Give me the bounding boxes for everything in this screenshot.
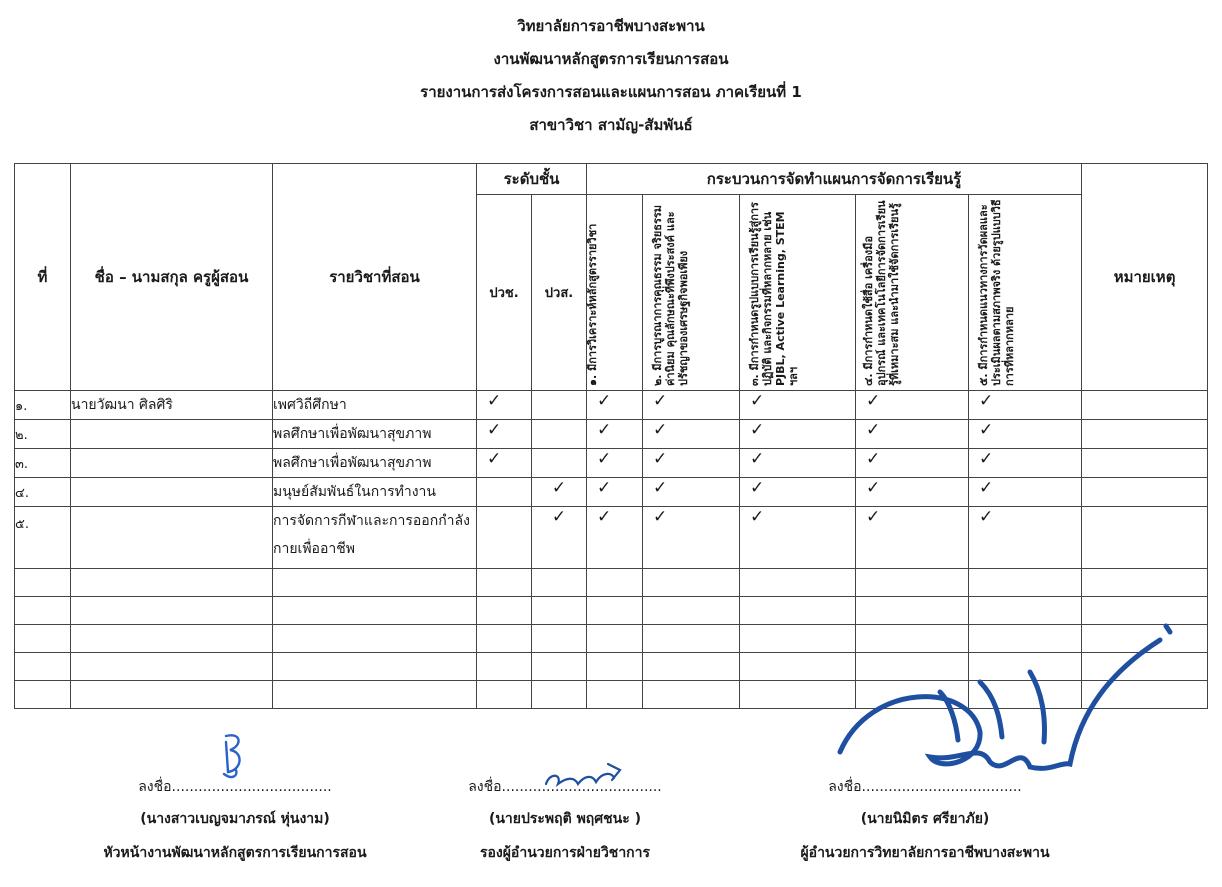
row-teacher: [71, 449, 273, 478]
check-mark: ✓: [856, 478, 969, 507]
row-no: ๑.: [15, 391, 71, 420]
document-header: [0, 10, 1222, 142]
signature-block-3: [760, 776, 1090, 864]
header-level: ระดับชั้น: [477, 164, 587, 195]
signature-block-1: [95, 776, 375, 864]
signer-3-name: (นายนิมิตร ศรียาภัย): [860, 811, 990, 827]
table-row: [15, 420, 1208, 449]
check-mark: ✓: [740, 420, 856, 449]
process-5-label: ๕. มีการกำหนดแนวทางการวัดผลและประเมินผลตามสภาพจริง ด้วยรูปแบบวิธีการที่หลากหลาย: [977, 199, 1017, 386]
row-subject: พลศึกษาเพื่อพัฒนาสุขภาพ: [273, 449, 477, 478]
process-4: [856, 195, 969, 391]
row-subject: พลศึกษาเพื่อพัฒนาสุขภาพ: [273, 420, 477, 449]
check-mark: ✓: [643, 478, 740, 507]
row-no: ๔.: [15, 478, 71, 507]
sign-dots: ....................................: [501, 779, 662, 795]
empty-cell: [532, 391, 587, 420]
row-no: ๕.: [15, 507, 71, 569]
check-mark: ✓: [856, 507, 969, 569]
check-mark: ✓: [740, 478, 856, 507]
check-mark: ✓: [740, 449, 856, 478]
check-mark: ✓: [856, 420, 969, 449]
table-row: [15, 507, 1208, 569]
check-mark: ✓: [643, 391, 740, 420]
process-4-label: ๔. มีการกำหนดใช้สื่อ เครื่องมือ อุปกรณ์ และเทคโนโลยีการจัดการเรียนรู้ที่เหมาะสม และนำมาใช้จัดการเรียนรู้: [862, 200, 901, 386]
process-3-label: ๓. มีการกำหนดรูปแบบการเรียนรู้สู่การปฏิบัติ และกิจกรรมที่หลากหลาย เช่น PJBL, Active Learning, STEM ฯลฯ: [747, 202, 800, 386]
check-mark: ✓: [532, 478, 587, 507]
level-pvs: ปวส.: [532, 195, 587, 391]
header-process: กระบวนการจัดทำแผนการจัดการเรียนรู้: [587, 164, 1082, 195]
check-mark: ✓: [740, 507, 856, 569]
check-mark: ✓: [643, 507, 740, 569]
signature-3-ink: [830, 622, 1180, 792]
row-teacher: [71, 507, 273, 569]
table-row: [15, 391, 1208, 420]
check-mark: ✓: [643, 449, 740, 478]
check-mark: ✓: [587, 478, 643, 507]
report-title: รายงานการส่งโครงการสอนและแผนการสอน ภาคเรียนที่ 1: [420, 83, 802, 101]
row-subject: มนุษย์สัมพันธ์ในการทำงาน: [273, 478, 477, 507]
header-teacher-name: ชื่อ – นามสกุล ครูผู้สอน: [71, 164, 273, 391]
check-mark: ✓: [969, 449, 1082, 478]
remark-cell: [1082, 478, 1208, 507]
process-5: [969, 195, 1082, 391]
process-2: [643, 195, 740, 391]
check-mark: ✓: [969, 507, 1082, 569]
sign-label: ลงชื่อ: [468, 779, 502, 795]
sign-label: ลงชื่อ: [138, 779, 172, 795]
sign-dots: ....................................: [861, 779, 1022, 795]
row-subject: การจัดการกีฬาและการออกกำลังกายเพื่ออาชีพ: [273, 507, 477, 569]
signer-2-role: รองผู้อำนวยการฝ่ายวิชาการ: [479, 845, 651, 861]
signer-3-role: ผู้อำนวยการวิทยาลัยการอาชีพบางสะพาน: [800, 845, 1050, 861]
signer-1-name: (นางสาวเบญจมาภรณ์ หุ่นงาม): [140, 811, 330, 827]
subject-group: สาขาวิชา สามัญ-สัมพันธ์: [529, 116, 693, 134]
row-no: ๓.: [15, 449, 71, 478]
check-mark: ✓: [587, 449, 643, 478]
check-mark: ✓: [969, 478, 1082, 507]
check-mark: ✓: [587, 507, 643, 569]
check-mark: ✓: [477, 449, 532, 478]
empty-cell: [532, 449, 587, 478]
check-mark: ✓: [477, 420, 532, 449]
row-teacher: [71, 478, 273, 507]
empty-cell: [477, 507, 532, 569]
empty-row: [15, 569, 1208, 597]
check-mark: ✓: [969, 391, 1082, 420]
table-row: [15, 478, 1208, 507]
header-no: ที่: [15, 164, 71, 391]
signer-1-role: หัวหน้างานพัฒนาหลักสูตรการเรียนการสอน: [103, 845, 367, 861]
check-mark: ✓: [969, 420, 1082, 449]
college-name: วิทยาลัยการอาชีพบางสะพาน: [517, 17, 705, 35]
row-no: ๒.: [15, 420, 71, 449]
empty-cell: [477, 478, 532, 507]
check-mark: ✓: [740, 391, 856, 420]
sign-dots: ....................................: [171, 779, 332, 795]
signer-2-name: (นายประพฤติ พฤศชนะ ): [488, 811, 642, 827]
process-2-label: ๒. มีการบูรณาการคุณธรรม จริยธรรม ค่านิยม คุณลักษณะที่พึงประสงค์ และปรัชญาของเศรษฐกิจพอเพียง: [651, 204, 690, 386]
check-mark: ✓: [856, 391, 969, 420]
level-pvc: ปวช.: [477, 195, 532, 391]
remark-cell: [1082, 420, 1208, 449]
process-1: [587, 195, 643, 391]
row-teacher: นายวัฒนา ศิลศิริ: [71, 391, 273, 420]
process-1-label: ๑. มีการวิเคราะห์หลักสูตรรายวิชา: [585, 223, 599, 386]
empty-row: [15, 597, 1208, 625]
check-mark: ✓: [477, 391, 532, 420]
row-subject: เพศวิถีศึกษา: [273, 391, 477, 420]
check-mark: ✓: [587, 420, 643, 449]
row-teacher: [71, 420, 273, 449]
check-mark: ✓: [587, 391, 643, 420]
remark-cell: [1082, 391, 1208, 420]
sign-label: ลงชื่อ: [828, 779, 862, 795]
header-subject: รายวิชาที่สอน: [273, 164, 477, 391]
department-name: งานพัฒนาหลักสูตรการเรียนการสอน: [493, 50, 729, 68]
check-mark: ✓: [643, 420, 740, 449]
check-mark: ✓: [532, 507, 587, 569]
table-row: [15, 449, 1208, 478]
check-mark: ✓: [856, 449, 969, 478]
signature-block-2: [440, 776, 690, 864]
remark-cell: [1082, 507, 1208, 569]
process-3: [740, 195, 856, 391]
remark-cell: [1082, 449, 1208, 478]
header-remark: หมายเหตุ: [1082, 164, 1208, 391]
empty-cell: [532, 420, 587, 449]
